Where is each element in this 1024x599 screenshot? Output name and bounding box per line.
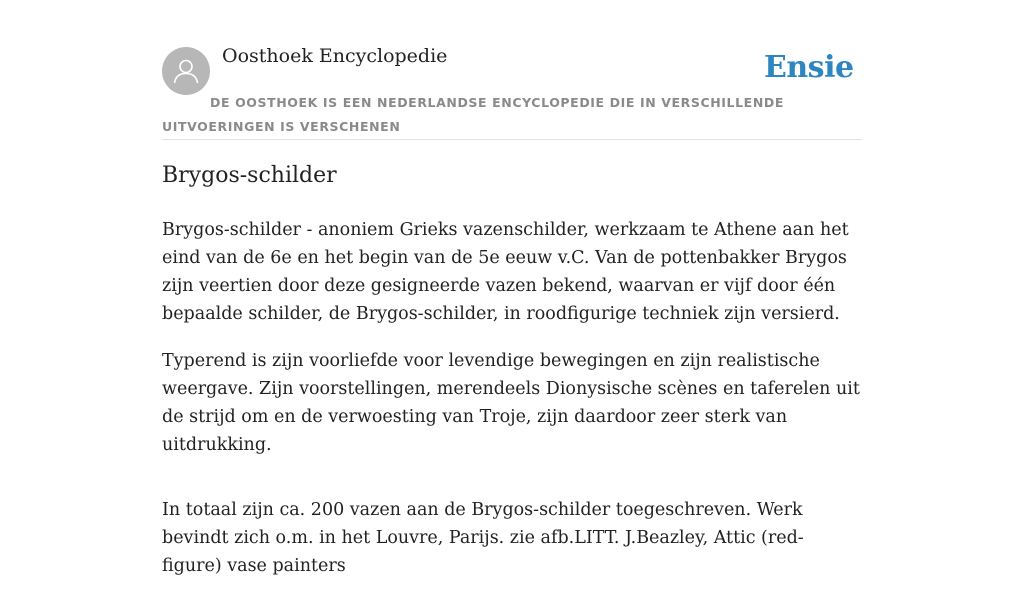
article-paragraph: Brygos-schilder - anoniem Grieks vazenschilder, werkzaam te Athene aan het eind van de 6e en het begin van de 5e eeuw v.C. Van de pottenbakker Brygos zijn veertien door deze gesigneerde vazen bekend, waarvan er vijf door één bepaalde schilder, de Brygos-schilder, in roodfigurige techniek zijn versierd. [162,220,849,324]
article-title: Brygos-schilder [162,163,337,188]
header-divider [162,139,862,140]
site-name[interactable]: Oosthoek Encyclopedie [222,45,448,67]
article-paragraph: In totaal zijn ca. 200 vazen aan de Brygos-schilder toegeschreven. Werk bevindt zich o.m. in het Louvre, Parijs. zie afb.LITT. J.Beazley, Attic (red-figure) vase painters [162,500,804,576]
site-tagline: DE OOSTHOEK IS EEN NEDERLANDSE ENCYCLOPEDIE DIE IN VERSCHILLENDE UITVOERINGEN IS VERSCHENEN [162,95,784,134]
user-outline-icon [171,56,201,86]
article-body [162,216,862,599]
article-paragraph: Typerend is zijn voorliefde voor levendige bewegingen en zijn realistische weergave. Zijn voorstellingen, merendeels Dionysische scènes en taferelen uit de strijd om en de verwoesting van Troje, zijn daardoor zeer sterk van uitdrukking. [162,351,860,455]
avatar[interactable] [162,47,210,95]
brand-logo[interactable]: Ensie [764,50,854,85]
